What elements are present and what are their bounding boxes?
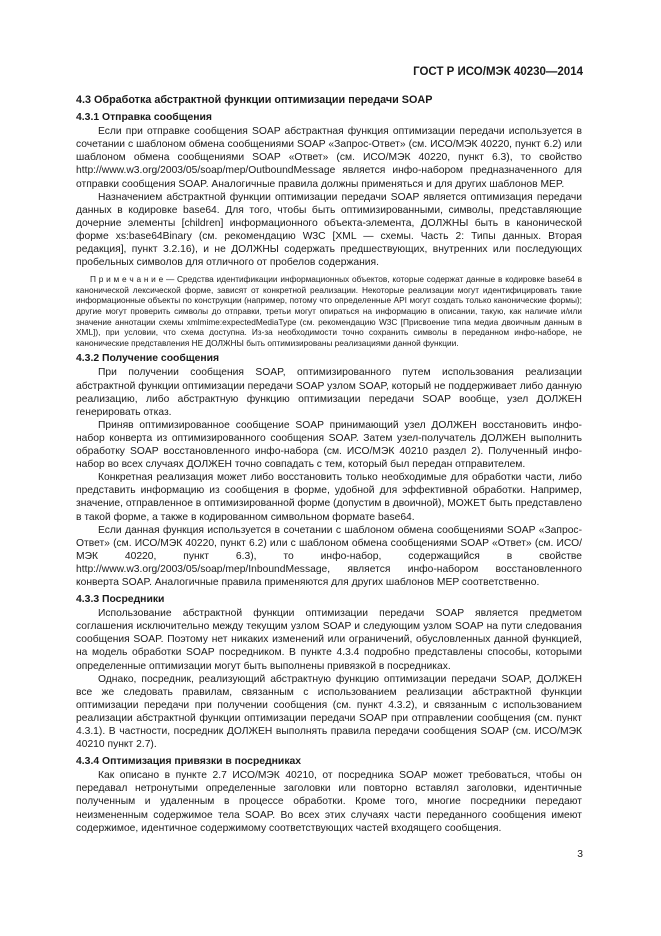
document-body [76,94,582,835]
section-title: 4.3 Обработка абстрактной функции оптимизации передачи SOAP [76,94,433,106]
subsection-title-4-3-1: 4.3.1 Отправка сообщения [76,112,212,124]
paragraph: Если данная функция используется в сочетании с шаблоном обмена сообщениями SOAP «Запрос-Ответ» (см. ИСО/МЭК 40220, пункт 6.2) или с шаблоном обмена сообщениями SOAP «Ответ» (см. ИСО/МЭК 40220, пункт 6.3), то инфо-набор, содержащийся в свойстве http://www.w3.org/2003/05/soap/mep/InboundMessage, является инфо-набором восстановленного конверта SOAP. Аналогичные правила применяются для других шаблонов MEP соответственно. [76,524,582,588]
paragraph: Однако, посредник, реализующий абстрактную функцию оптимизации передачи SOAP, ДОЛЖЕН все же следовать правилам, связанным с использованием реализации абстрактной функции оптимизации передачи при получении сообщения (см. пункт 4.3.2), и связанным с использованием реализации абстрактной функции оптимизации передачи SOAP при отправлении сообщения (см. пункт 4.3.1). В частности, посредник ДОЛЖЕН выполнять правила передачи сообщения SOAP (см. ИСО/МЭК 40210 пункт 2.7). [76,673,582,751]
paragraph: Приняв оптимизированное сообщение SOAP принимающий узел ДОЛЖЕН восстановить инфо-набор конверта из оптимизированного сообщения SOAP. Затем узел-получатель ДОЛЖЕН выполнить обработку SOAP восстановленного инфо-набора (см. ИСО/МЭК 40210 раздел 2). Полученный инфо-набор во всех случаях ДОЛЖЕН точно совпадать с тем, который был передан отправителем. [76,419,582,471]
subsection-title-4-3-3: 4.3.3 Посредники [76,594,165,606]
paragraph: Как описано в пункте 2.7 ИСО/МЭК 40210, от посредника SOAP может требоваться, чтобы он передавал нетронутыми определенные заголовки или повторно вставлял заголовки, идентичные полученным и удаленным в процессе обработки. Кроме того, многие посредники передают неизмененным содержимое тела SOAP. Во всех этих случаях части переданного сообщения имеют содержимое, идентичное содержимому соответствующих частей входящего сообщения. [76,770,582,834]
document-header: ГОСТ Р ИСО/МЭК 40230—2014 [413,66,583,78]
subsection-title-4-3-2: 4.3.2 Получение сообщения [76,353,220,365]
paragraph: Конкретная реализация может либо восстановить только необходимые для обработки части, либо представить информацию из сообщения в форме, удобной для эффективной обработки. Например, значение, отправленное в оптимизированной форме (допустим в двоичной), МОЖЕТ быть представлено в такой форме, а также в кодированном символьном формате base64. [76,472,583,523]
paragraph: Если при отправке сообщения SOAP абстрактная функция оптимизации передачи используется в сочетании с шаблоном обмена сообщениями SOAP «Запрос-Ответ» (см. ИСО/МЭК 40220, пункт 6.2) или шаблоном обмена сообщениями SOAP «Ответ» (см. ИСО/МЭК 40220, пункт 6.3), то свойство http://www.w3.org/2003/05/soap/mep/OutboundMessage является инфо-набором предназначенного для отправки сообщения SOAP. Аналогичные правила должны применяться и для других шаблонов MEP. [76,126,582,190]
paragraph: При получении сообщения SOAP, оптимизированного путем использования реализации абстрактной функции оптимизации передачи SOAP узлом SOAP, который не поддерживает либо данную реализацию, либо абстрактную функцию оптимизации передачи SOAP вообще, узел ДОЛЖЕН генерировать отказ. [76,367,582,418]
paragraph: Использование абстрактной функции оптимизации передачи SOAP является предметом соглашения исключительно между текущим узлом SOAP и следующим узлом SOAP на пути следования сообщения SOAP. Поэтому нет никаких изменений или ограничений, обусловленных данной функцией, на модель обработки SOAP посредником. В пункте 4.3.4 подробно представлены способы, которыми определенные оптимизации могут быть выполнены привязкой в посредниках. [76,608,582,672]
subsection-title-4-3-4: 4.3.4 Оптимизация привязки в посредниках [76,756,302,768]
paragraph: Назначением абстрактной функции оптимизации передачи SOAP является оптимизация передачи данных в кодировке base64. Для того, чтобы быть оптимизированными, символы, представляющие дочерние элементы [children] информационного объекта-элемента, ДОЛЖНЫ быть в канонической форме xs:base64Binary (см. рекомендацию W3C [XML — схемы. Часть 2: Типы данных. Вторая редакция], пункт 3.2.16), и не ДОЛЖНЫ содержать предшествующих, внутренних или последующих пробельных символов для отличного от пробелов содержания. [76,191,582,269]
note: П р и м е ч а н и е — Средства идентификации информационных объектов, которые содержат данные в кодировке base64 в канонической лексической форме, зависят от конкретной реализации. Некоторые реализации могут идентифицировать такие информационные объекты по конструкции (например, потому что определенные API могут создать только канонические формы); другие могут проверить символы до отправки, третьи могут опираться на информацию в описании, такую, как наличие и/или значение аннотации схемы xmlmime:expectedMediaType (см. рекомендацию W3C [Присвоение типа медиа двоичным данным в XML]), при условии, что схема доступна. Из-за необходимости точно сохранить символы в переданном инфо-наборе, не канонические представления НЕ ДОЛЖНЫ быть оптимизированы реализациями данной функции. [76,274,582,348]
page-number: 3 [577,849,583,860]
